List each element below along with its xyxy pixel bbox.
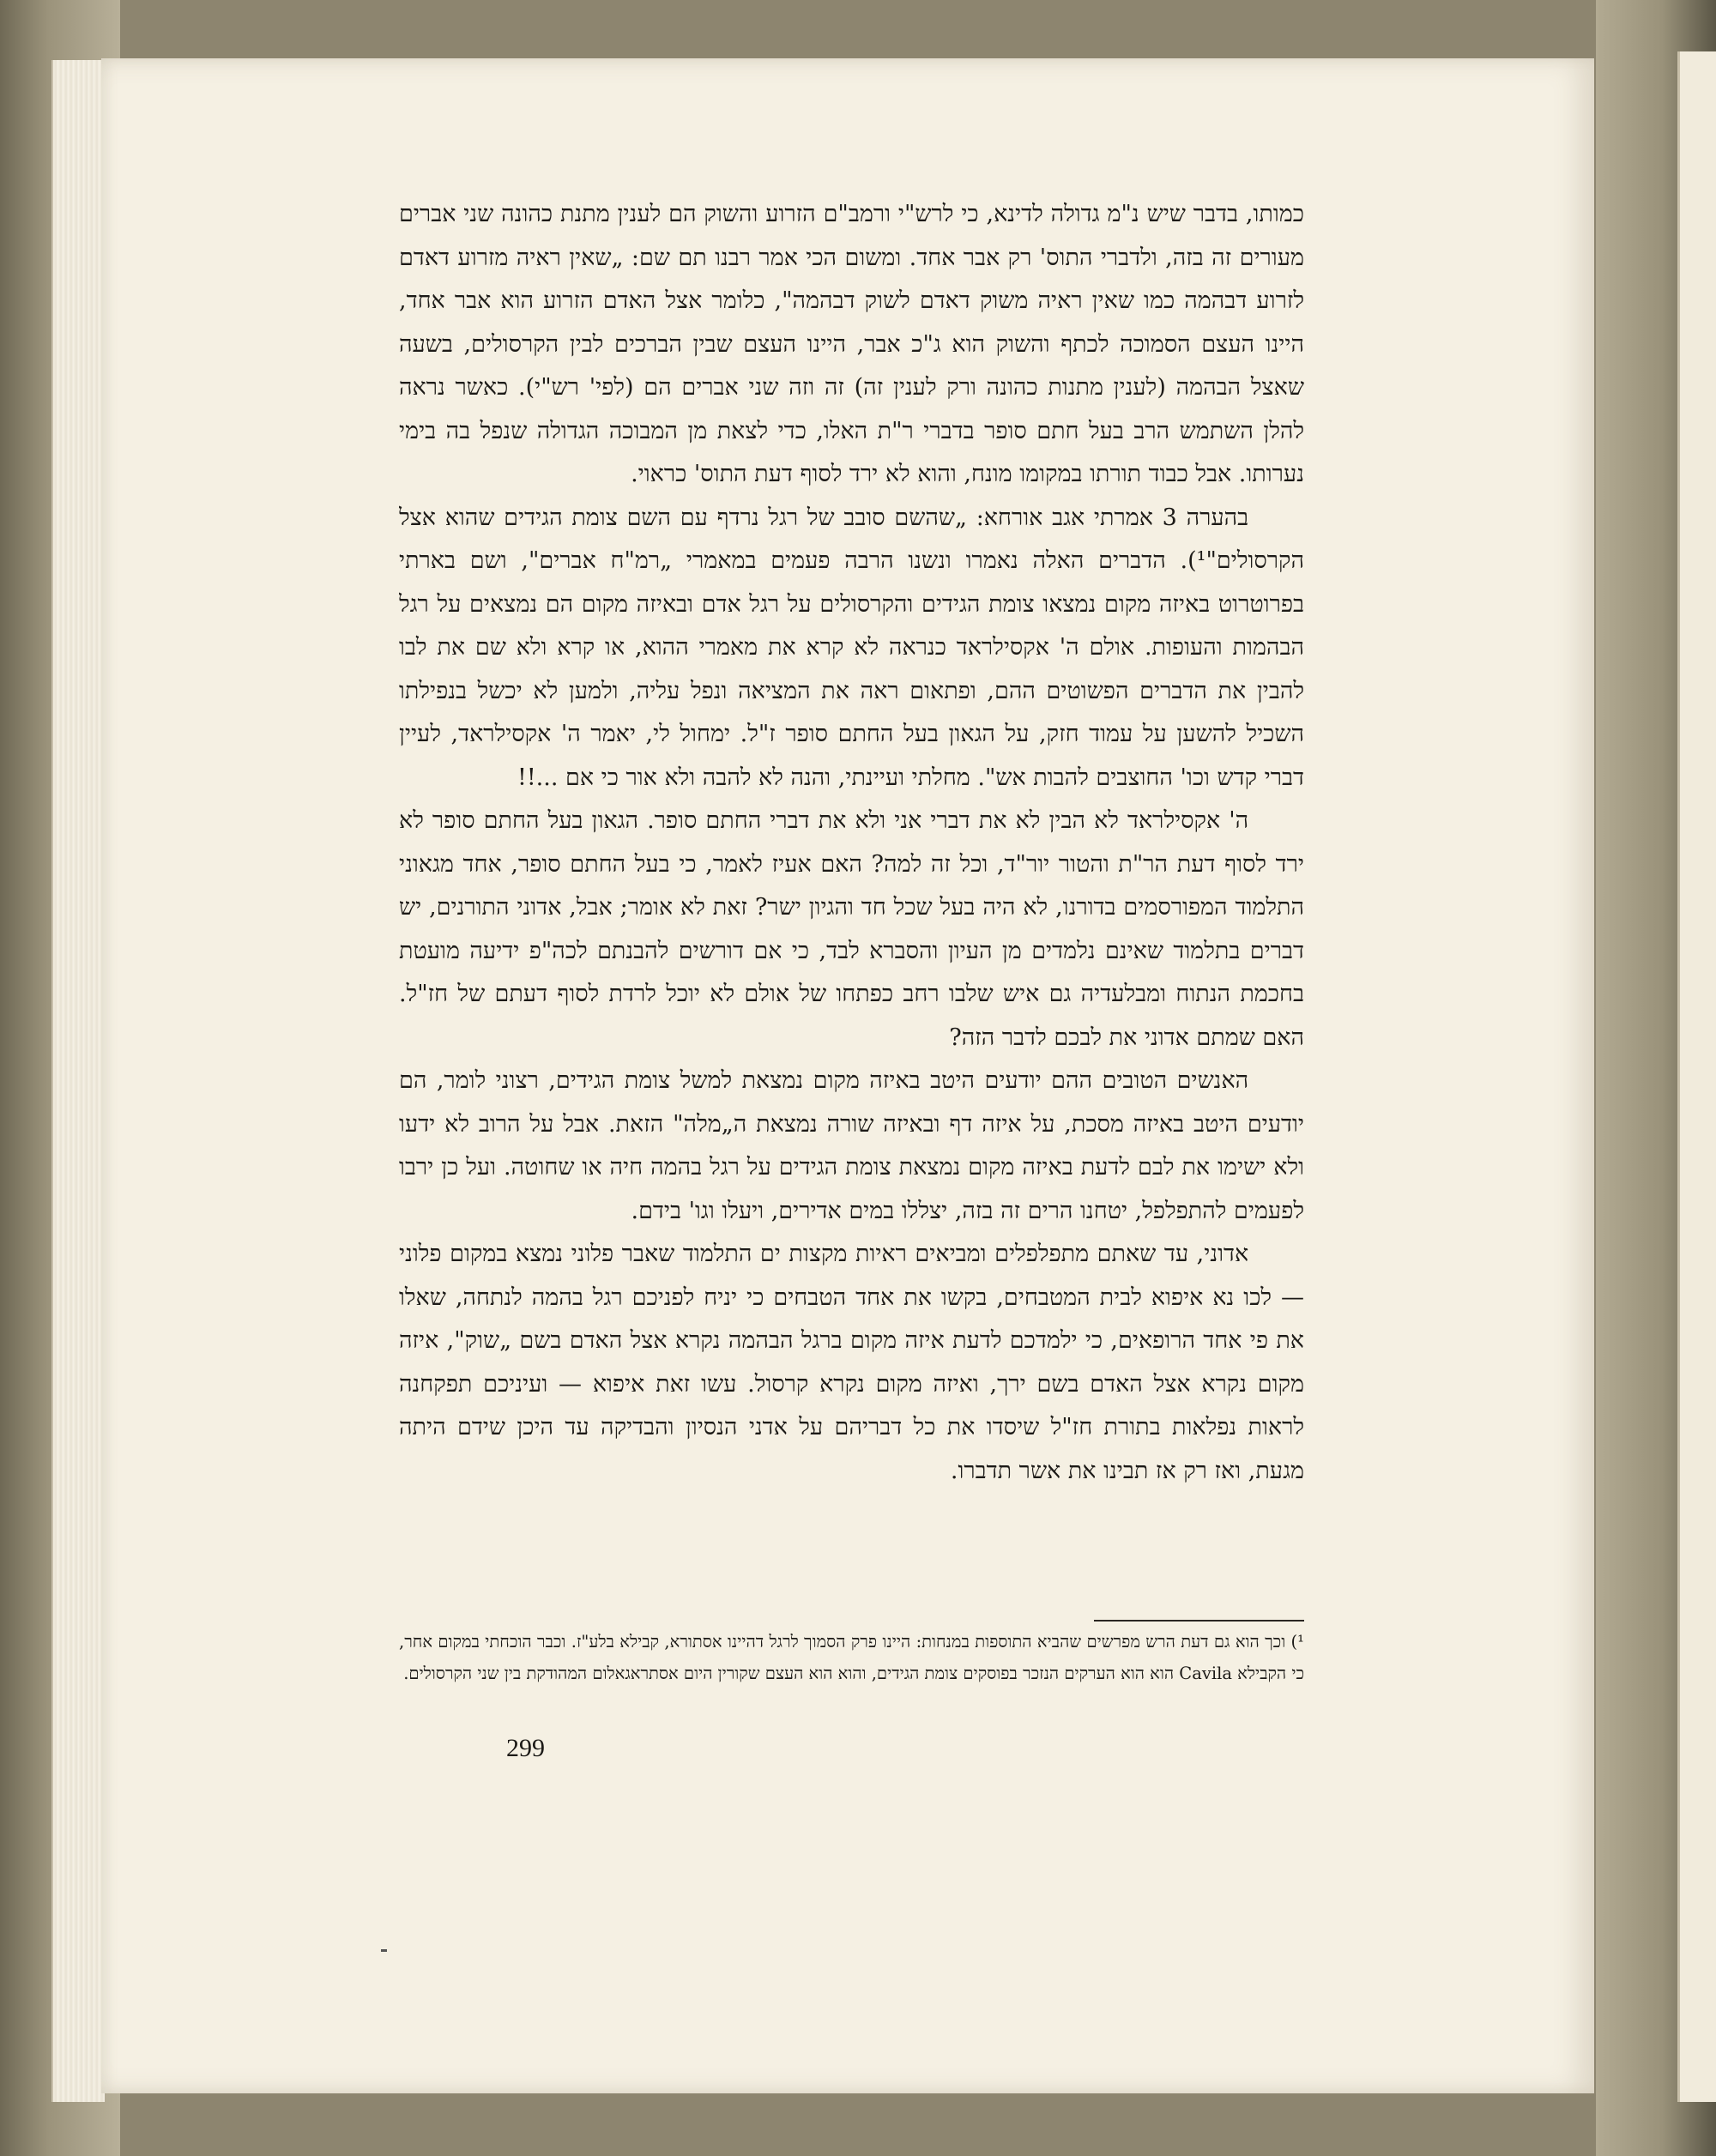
- footnotes: [399, 1626, 1304, 1729]
- facing-page-edge: [1677, 51, 1716, 2102]
- footnote-divider: [1094, 1620, 1304, 1622]
- page-speck: [381, 1949, 387, 1952]
- page-number: 299: [506, 1734, 545, 1762]
- paragraph: בהערה 3 אמרתי אגב אורחא: „שהשם סובב של רגל נרדף עם השם צומת הגידים שהוא אצל הקרסולים"¹). הדברים האלה נאמרו ונשנו הרבה פעמים במאמרי „רמ"ח אברים", ושם בארתי בפרוטרוט באיזה מקום נמצאו צומת הגידים והקרסולים על רגל אדם ובאיזה מקום הם נמצאים על רגל הבהמות והעופות. אולם ה' אקסילראד כנראה לא קרא את מאמרי ההוא, או קרא ולא שם את לבו להבין את הדברים הפשוטים ההם, ופתאום ראה את המציאה ונפל עליה, ולמען לא יכשל בנפילתו השכיל להשען על עמוד חזק, על הגאון בעל החתם סופר ז"ל. ימחול לי, יאמר ה' אקסילראד, לעיין דברי קדש וכו' החוצבים להבות אש". מחלתי ועיינתי, והנה לא להבה ולא אור כי אם ...!!: [399, 504, 1304, 791]
- paragraph: ה' אקסילראד לא הבין לא את דברי אני ולא את דברי החתם סופר. הגאון בעל החתם סופר לא ירד לסוף דעת הר"ת והטור יור"ד, וכל זה למה? האם אעיז לאמר, כי בעל החתם סופר, אחד מגאוני התלמוד המפורסמים בדורנו, לא היה בעל שכל חד והגיון ישר? זאת לא אומר; אבל, אדוני התורנים, יש דברים בתלמוד שאינם נלמדים מן העיון והסברא לבד, כי אם דורשים להבנתם לכה"פ ידיעה מועטת בחכמת הנתוח ומבלעדיה גם איש שלבו רחב כפתחו של אולם לא יוכל לרדת לסוף דעתם של חז"ל. האם שמתם אדוני את לבכם לדבר הזה?: [399, 807, 1304, 1051]
- page-edges: [51, 60, 105, 2102]
- paragraph: כמותו, בדבר שיש נ"מ גדולה לדינא, כי לרש"י ורמב"ם הזרוע והשוק הם לענין מתנת כהונה שני אברים מעורים זה בזה, ולדברי התוס' רק אבר אחד. ומשום הכי אמר רבנו תם שם: „שאין ראיה מזרוע דאדם לזרוע דבהמה כמו שאין ראיה משוק דאדם לשוק דבהמה", כלומר אצל האדם הזרוע הוא אבר אחד, היינו העצם הסמוכה לכתף והשוק הוא ג"כ אבר, היינו העצם שבין הברכים לבין הקרסולים, בשעה שאצל הבהמה (לענין מתנות כהונה ורק לענין זה) זה וזה שני אברים הם (לפי' רש"י). כאשר נראה להלן השתמש הרב בעל חתם סופר בדברי ר"ת האלו, כדי לצאת מן המבוכה הגדולה שנפל בה בימי נערותו. אבל כבוד תורתו במקומו מונח, והוא לא ירד לסוף דעת התוס' כראוי.: [399, 201, 1304, 487]
- main-text: [399, 193, 1304, 1604]
- footnote: ¹) וכך הוא גם דעת הרש מפרשים שהביא התוספות במנחות: היינו פרק הסמוך לרגל דהיינו אסתורא, קבילא בלע"ז. וכבר הוכחתי במקום אחר, כי הקבילא Cavila הוא הוא הערקים הנזכר בפוסקים צומת הגידים, והוא הוא העצם שקורין היום אסתראגאלום המהודקת בין שני הקרסולים.: [399, 1632, 1304, 1683]
- paragraph: אדוני, עד שאתם מתפלפלים ומביאים ראיות מקצות ים התלמוד שאבר פלוני נמצא במקום פלוני — לכו נא איפוא לבית המטבחים, בקשו את אחד הטבחים כי יניח לפניכם רגל בהמה לנתחה, שאלו את פי אחד הרופאים, כי ילמדכם לדעת איזה מקום ברגל הבהמה נקרא אצל האדם בשם „שוק", איזה מקום נקרא אצל האדם בשם ירך, ואיזה מקום נקרא קרסול. עשו זאת איפוא — ועיניכם תפקחנה לראות נפלאות בתורת חז"ל שיסדו את כל דבריהם על אדני הנסיון והבדיקה עד היכן שידם היתה מגעת, ואז רק אז תבינו את אשר תדברו.: [399, 1241, 1304, 1484]
- paragraph: האנשים הטובים ההם יודעים היטב באיזה מקום נמצאת למשל צומת הגידים, רצוני לומר, הם יודעים היטב באיזה מסכת, על איזה דף ובאיזה שורה נמצאת ה„מלה" הזאת. אבל על הרוב לא ידעו ולא ישימו את לבם לדעת באיזה מקום נמצאת צומת הגידים על רגל בהמה חיה או שחוטה. ועל כן ירבו לפעמים להתפלפל, יטחנו הרים זה בזה, יצללו במים אדירים, ויעלו וגו' בידם.: [399, 1067, 1304, 1224]
